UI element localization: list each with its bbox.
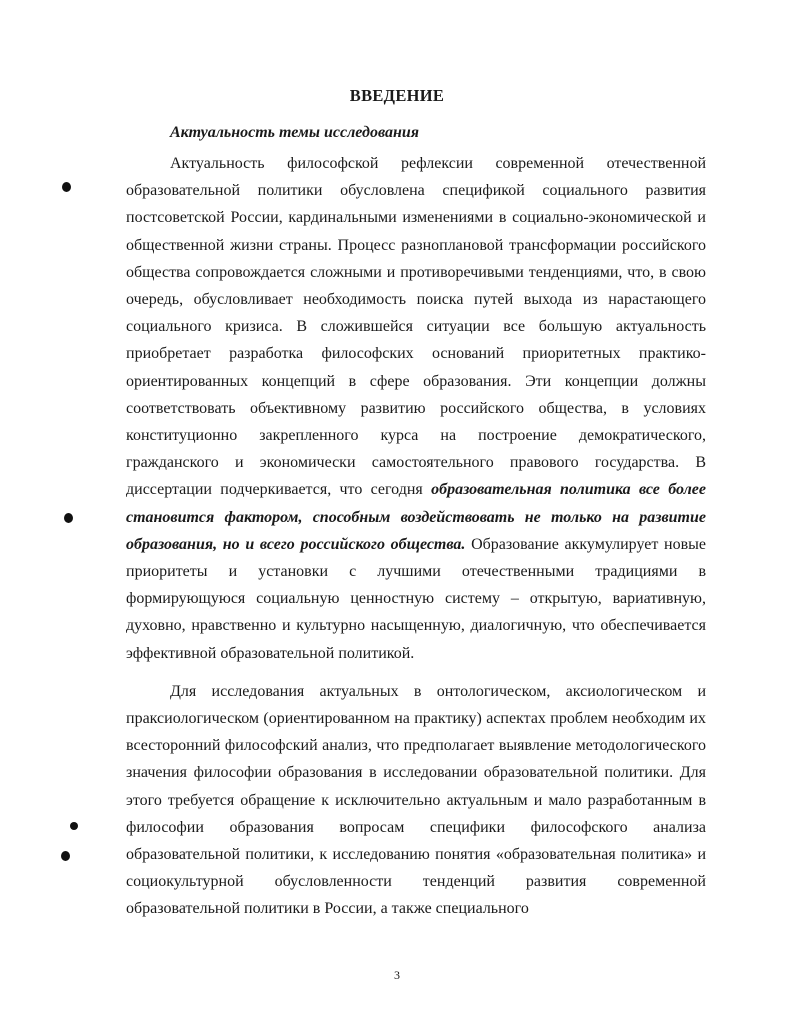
body-text: [126, 150, 706, 923]
paragraph-1-text-end: Образование аккумулирует новые приоритеты и установки с лучшими отечественными традициями в формирующуюся социальную ценностную систему – открытую, вариативную, духовно, нравственно и культурно насыщенную, диалогичную, что обеспечивается эффективной образовательной политикой.: [126, 535, 706, 662]
section-subtitle: Актуальность темы исследования: [170, 124, 419, 141]
scan-mark: [62, 182, 71, 192]
paragraph-1-emphasis: образовательная политика все более становится фактором, способным воздействовать не только на развитие образования, но и всего российского общества.: [126, 481, 706, 553]
paragraph-1: [126, 150, 706, 667]
scan-mark: [64, 513, 73, 523]
paragraph-1-text: Актуальность философской рефлексии современной отечественной образовательной политики обусловлена спецификой социального развития постсоветской России, кардинальными изменениями в социально-экономической и общественной жизни страны. Процесс разноплановой трансформации российского общества сопровождается сложными и противоречивыми тенденциями, что, в свою очередь, обусловливает необходимость поиска путей выхода из нарастающего социального кризиса. В сложившейся ситуации все большую актуальность приобретает разработка философских оснований приоритетных практико-ориентированных концепций в сфере образования. Эти концепции должны соответствовать объективному развитию российского общества, в условиях конституционно закрепленного курса на построение демократического, гражданского и экономически самостоятельного правового государства. В диссертации подчеркивается, что сегодня: [126, 155, 706, 499]
page-title: ВВЕДЕНИЕ: [349, 86, 445, 105]
scan-mark: [70, 822, 78, 830]
scan-mark: [61, 851, 70, 861]
paragraph-2: Для исследования актуальных в онтологическом, аксиологическом и праксиологическом (ориентированном на практику) аспектах проблем необходим их всесторонний философский анализ, что предполагает выявление методологического значения философии образования в исследовании образовательной политики. Для этого требуется обращение к исключительно актуальным и мало разработанным в философии образования вопросам специфики философского анализа образовательной политики, к исследованию понятия «образовательная политика» и социокультурной обусловленности тенденций развития современной образовательной политики в России, а также специального: [126, 682, 706, 918]
page-number: 3: [394, 968, 400, 982]
